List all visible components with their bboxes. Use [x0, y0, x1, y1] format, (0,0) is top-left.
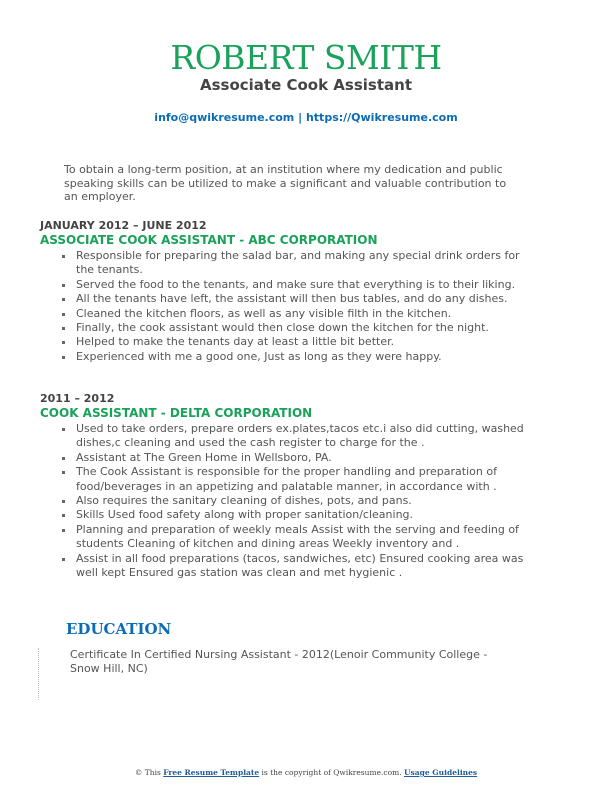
bullet-item: The Cook Assistant is responsible for the proper handling and preparation of food/beverages in an appetizing and palatable manner, in accordance with .: [76, 465, 531, 494]
bullet-item: Cleaned the kitchen floors, as well as any visible filth in the kitchen.: [76, 307, 531, 321]
website-link[interactable]: https://Qwikresume.com: [305, 111, 458, 124]
footer-prefix: © This: [134, 768, 164, 777]
bullet-item: Assist in all food preparations (tacos, sandwiches, etc) Ensured cooking area was well kept Ensured gas station was clean and met hygienic .: [76, 552, 531, 581]
education-heading: EDUCATION: [66, 620, 172, 638]
footer-middle: is the copyright of Qwikresume.com.: [259, 768, 405, 777]
experience-entry: [40, 219, 560, 364]
experience-entry: [40, 392, 560, 580]
bullet-item: Helped to make the tenants day at least a little bit better.: [76, 335, 531, 349]
job-bullets: [40, 422, 560, 580]
job-role: COOK ASSISTANT - DELTA CORPORATION: [40, 406, 313, 420]
free-resume-template-link[interactable]: Free Resume Template: [163, 768, 260, 777]
candidate-name: ROBERT SMITH: [170, 38, 442, 77]
bullet-item: Finally, the cook assistant would then close down the kitchen for the night.: [76, 321, 531, 335]
job-title: Associate Cook Assistant: [200, 76, 412, 94]
bullet-item: Assistant at The Green Home in Wellsboro, PA.: [76, 451, 531, 465]
bullet-item: Experienced with me a good one, Just as long as they were happy.: [76, 350, 531, 364]
job-role: ASSOCIATE COOK ASSISTANT - ABC CORPORATION: [40, 233, 378, 247]
job-dates: JANUARY 2012 – JUNE 2012: [40, 219, 207, 232]
bullet-item: Skills Used food safety along with proper sanitation/cleaning.: [76, 508, 531, 522]
usage-guidelines-link[interactable]: Usage Guidelines: [404, 768, 478, 777]
job-dates: 2011 – 2012: [40, 392, 115, 405]
objective-text: To obtain a long-term position, at an institution where my dedication and public speaking skills can be utilized to make a significant and valuable contribution to an employer.: [64, 163, 507, 203]
footer: [0, 768, 612, 777]
bullet-item: Planning and preparation of weekly meals Assist with the serving and feeding of students Cleaning of kitchen and dining areas Weekly inventory and .: [76, 523, 531, 552]
email-link[interactable]: info@qwikresume.com: [154, 111, 295, 124]
bullet-item: Also requires the sanitary cleaning of dishes, pots, and pans.: [76, 494, 531, 508]
education-entry: Certificate In Certified Nursing Assistant - 2012(Lenoir Community College - Snow Hill, NC): [70, 648, 488, 675]
contact-line: [0, 111, 612, 124]
bullet-item: All the tenants have left, the assistant will then bus tables, and do any dishes.: [76, 292, 531, 306]
job-bullets: [40, 249, 560, 364]
bullet-item: Served the food to the tenants, and make sure that everything is to their liking.: [76, 278, 531, 292]
contact-separator: |: [294, 111, 306, 124]
bullet-item: Responsible for preparing the salad bar, and making any special drink orders for the tenants.: [76, 249, 531, 278]
education-divider: [38, 648, 39, 700]
bullet-item: Used to take orders, prepare orders ex.plates,tacos etc.i also did cutting, washed dishes,c cleaning and used the cash register to charge for the .: [76, 422, 531, 451]
